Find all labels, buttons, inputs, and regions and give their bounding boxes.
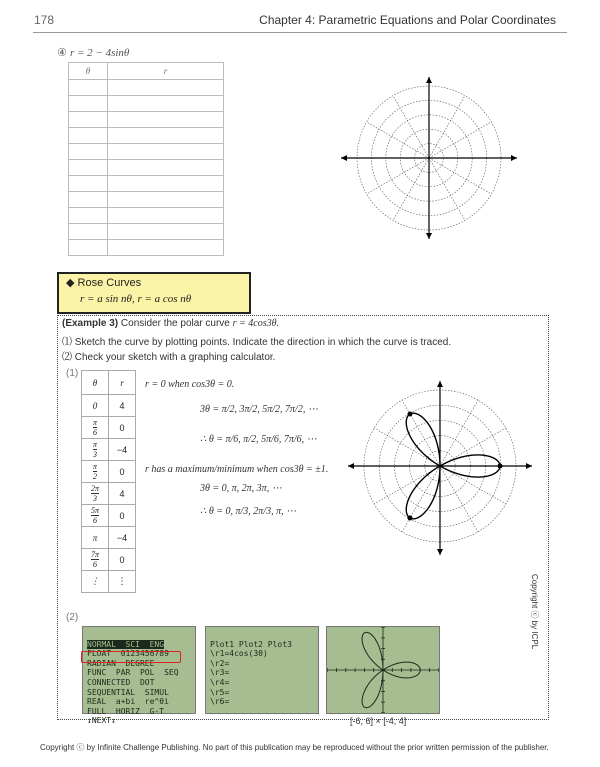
table-row — [82, 549, 136, 571]
table-row — [69, 128, 224, 144]
max-condition: r has a maximum/minimum when cos3θ = ±1. — [145, 464, 329, 475]
side-copyright: Copyright ⓒ by ICPL — [530, 574, 539, 650]
table-cell — [108, 208, 224, 224]
header-rule — [33, 32, 567, 33]
theta-cell: 0 — [82, 395, 109, 417]
table-cell — [108, 128, 224, 144]
table-row — [82, 505, 136, 527]
table-cell — [108, 224, 224, 240]
table-row — [82, 417, 136, 439]
table-cell — [69, 240, 108, 256]
calculator-mode-screen: NORMAL SCI ENG FLOAT 0123456789 RADIAN DEGREE FUNC PAR POL SEQ CONNECTED DOT SEQUENTIAL SIMUL REAL a+bi re^θi FULL HORIZ G-T ↓NEXT↓ — [82, 626, 196, 714]
example-3-curve: r = 4cos3θ. — [232, 318, 280, 329]
r-cell: 0 — [109, 505, 136, 527]
equation-1: 3θ = π/2, 3π/2, 5π/2, 7π/2, ⋯ — [200, 404, 318, 415]
page-number: 178 — [34, 13, 55, 27]
window-caption: [-6, 6] × [-4, 4] — [350, 716, 407, 726]
theta-cell: $\frac{2\pi}{3}$ — [82, 483, 109, 505]
exercise-4-label: ④ — [57, 47, 67, 59]
theta-cell: π — [82, 527, 109, 549]
table-row — [82, 527, 136, 549]
col-r: r — [109, 371, 136, 395]
table-row — [69, 192, 224, 208]
table-row — [82, 439, 136, 461]
table-row — [69, 96, 224, 112]
chapter-title: Chapter 4: Parametric Equations and Polar Coordinates — [259, 13, 556, 27]
table-row — [69, 224, 224, 240]
r-cell: −4 — [109, 439, 136, 461]
table-row — [69, 144, 224, 160]
table-cell — [69, 160, 108, 176]
point-marker — [408, 412, 413, 417]
calculator-equation-screen: Plot1 Plot2 Plot3 \r1=4cos(3θ) \r2= \r3= \r4= \r5= \r6= — [205, 626, 319, 714]
table-cell — [108, 160, 224, 176]
r-cell: −4 — [109, 527, 136, 549]
table-cell — [69, 208, 108, 224]
table-cell — [69, 80, 108, 96]
equation-2: ∴ θ = π/6, π/2, 5π/6, 7π/6, ⋯ — [200, 434, 317, 445]
table-row — [82, 483, 136, 505]
table-cell — [69, 224, 108, 240]
calculator-graph-screen — [326, 626, 440, 714]
theta-cell: $\frac{\pi}{2}$ — [82, 461, 109, 483]
point-marker — [408, 516, 413, 521]
example-3-part-2: ⑵ Check your sketch with a graphing calculator. — [62, 352, 276, 363]
polar-grid-exercise-4 — [338, 74, 520, 242]
table-cell — [108, 80, 224, 96]
col-theta: θ — [82, 371, 109, 395]
table-cell — [69, 112, 108, 128]
diamond-icon: ◆ — [66, 277, 75, 289]
theta-cell: $\frac{\pi}{6}$ — [82, 417, 109, 439]
zero-condition: r = 0 when cos3θ = 0. — [145, 379, 235, 390]
rose-curves-equations: r = a sin nθ, r = a cos nθ — [80, 293, 192, 305]
table-cell — [108, 192, 224, 208]
point-marker — [498, 464, 503, 469]
table-row — [82, 461, 136, 483]
footer-copyright: Copyright ⓒ by Infinite Challenge Publishing. No part of this publication may be reproduced without the prior written permission of the publisher. — [40, 743, 549, 752]
theta-cell: $\frac{7\pi}{6}$ — [82, 549, 109, 571]
r-cell: 4 — [109, 395, 136, 417]
example-3-table — [81, 370, 136, 593]
r-cell: 0 — [109, 417, 136, 439]
theta-cell: $\frac{\pi}{3}$ — [82, 439, 109, 461]
r-cell: ⋮ — [109, 571, 136, 593]
table-cell — [69, 192, 108, 208]
table-row — [82, 571, 136, 593]
table-row — [69, 208, 224, 224]
table-cell — [108, 144, 224, 160]
equation-3: 3θ = 0, π, 2π, 3π, ⋯ — [200, 483, 282, 494]
r-cell: 0 — [109, 549, 136, 571]
table-row — [69, 80, 224, 96]
table-cell — [69, 96, 108, 112]
table-row — [69, 160, 224, 176]
example-3-part-1: ⑴ Sketch the curve by plotting points. Indicate the direction in which the curve is traced. — [62, 337, 452, 348]
equation-4: ∴ θ = 0, π/3, 2π/3, π, ⋯ — [200, 506, 297, 517]
table-cell — [69, 144, 108, 160]
table-row — [69, 176, 224, 192]
exercise-4-table — [68, 62, 224, 256]
part-2-label: (2) — [66, 612, 79, 623]
table-cell — [69, 176, 108, 192]
pol-highlight-box — [81, 651, 181, 663]
table-row — [69, 112, 224, 128]
r-cell: 4 — [109, 483, 136, 505]
r-cell: 0 — [109, 461, 136, 483]
polar-grid-rose-curve — [345, 378, 535, 558]
theta-cell: $\frac{5\pi}{6}$ — [82, 505, 109, 527]
col-theta: θ — [69, 63, 108, 80]
rose-curves-title: ◆ Rose Curves — [66, 277, 142, 289]
table-row — [69, 240, 224, 256]
table-cell — [108, 96, 224, 112]
example-3-intro: (Example 3) Consider the polar curve r = 4cos3θ. — [62, 318, 280, 329]
exercise-4-equation: r = 2 − 4sinθ — [69, 47, 130, 59]
table-cell — [108, 176, 224, 192]
part-1-label: (1) — [66, 368, 79, 379]
theta-cell: ⋮ — [82, 571, 109, 593]
table-cell — [69, 128, 108, 144]
table-cell — [108, 240, 224, 256]
table-cell — [108, 112, 224, 128]
exercise-4-heading — [57, 46, 129, 59]
table-row — [82, 395, 136, 417]
col-r: r — [108, 63, 224, 80]
